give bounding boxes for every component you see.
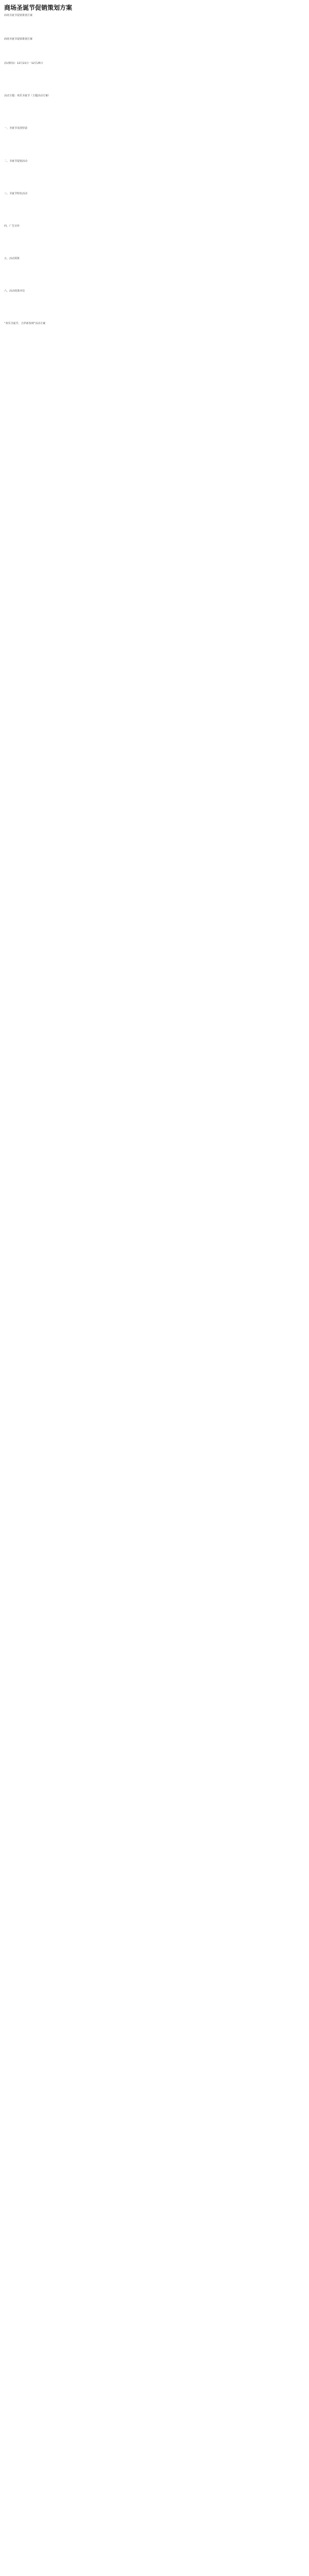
section-heading-5: 五、活动预算 [4, 257, 20, 261]
document-title: 商场圣诞节促销策划方案 [4, 4, 73, 11]
section-heading-6: 六、活动效果评估 [4, 290, 25, 293]
section-heading-2: 二、圣诞节促销活动 [4, 159, 28, 163]
section-heading-3: 三、圣诞节特色活动 [4, 192, 28, 195]
document-page [0, 3, 309, 2576]
document-body [4, 19, 305, 345]
section-heading-1: 一、圣诞节氛围营造 [4, 127, 28, 130]
paragraph-title: 商场圣诞节促销策划方案 [4, 37, 33, 41]
paragraph-time: 活动时间：12月21日一12月25日 [4, 61, 43, 65]
section-heading-4: 四、广告宣传 [4, 224, 20, 228]
closing-slogan: “欢乐圣诞节，吉祥新春到”活动方案 [4, 322, 46, 326]
paragraph-theme: 活动主题：欢乐圣诞节（主题活动方案） [4, 94, 51, 98]
document-subtitle: 商场圣诞节促销策划方案 [4, 14, 33, 17]
